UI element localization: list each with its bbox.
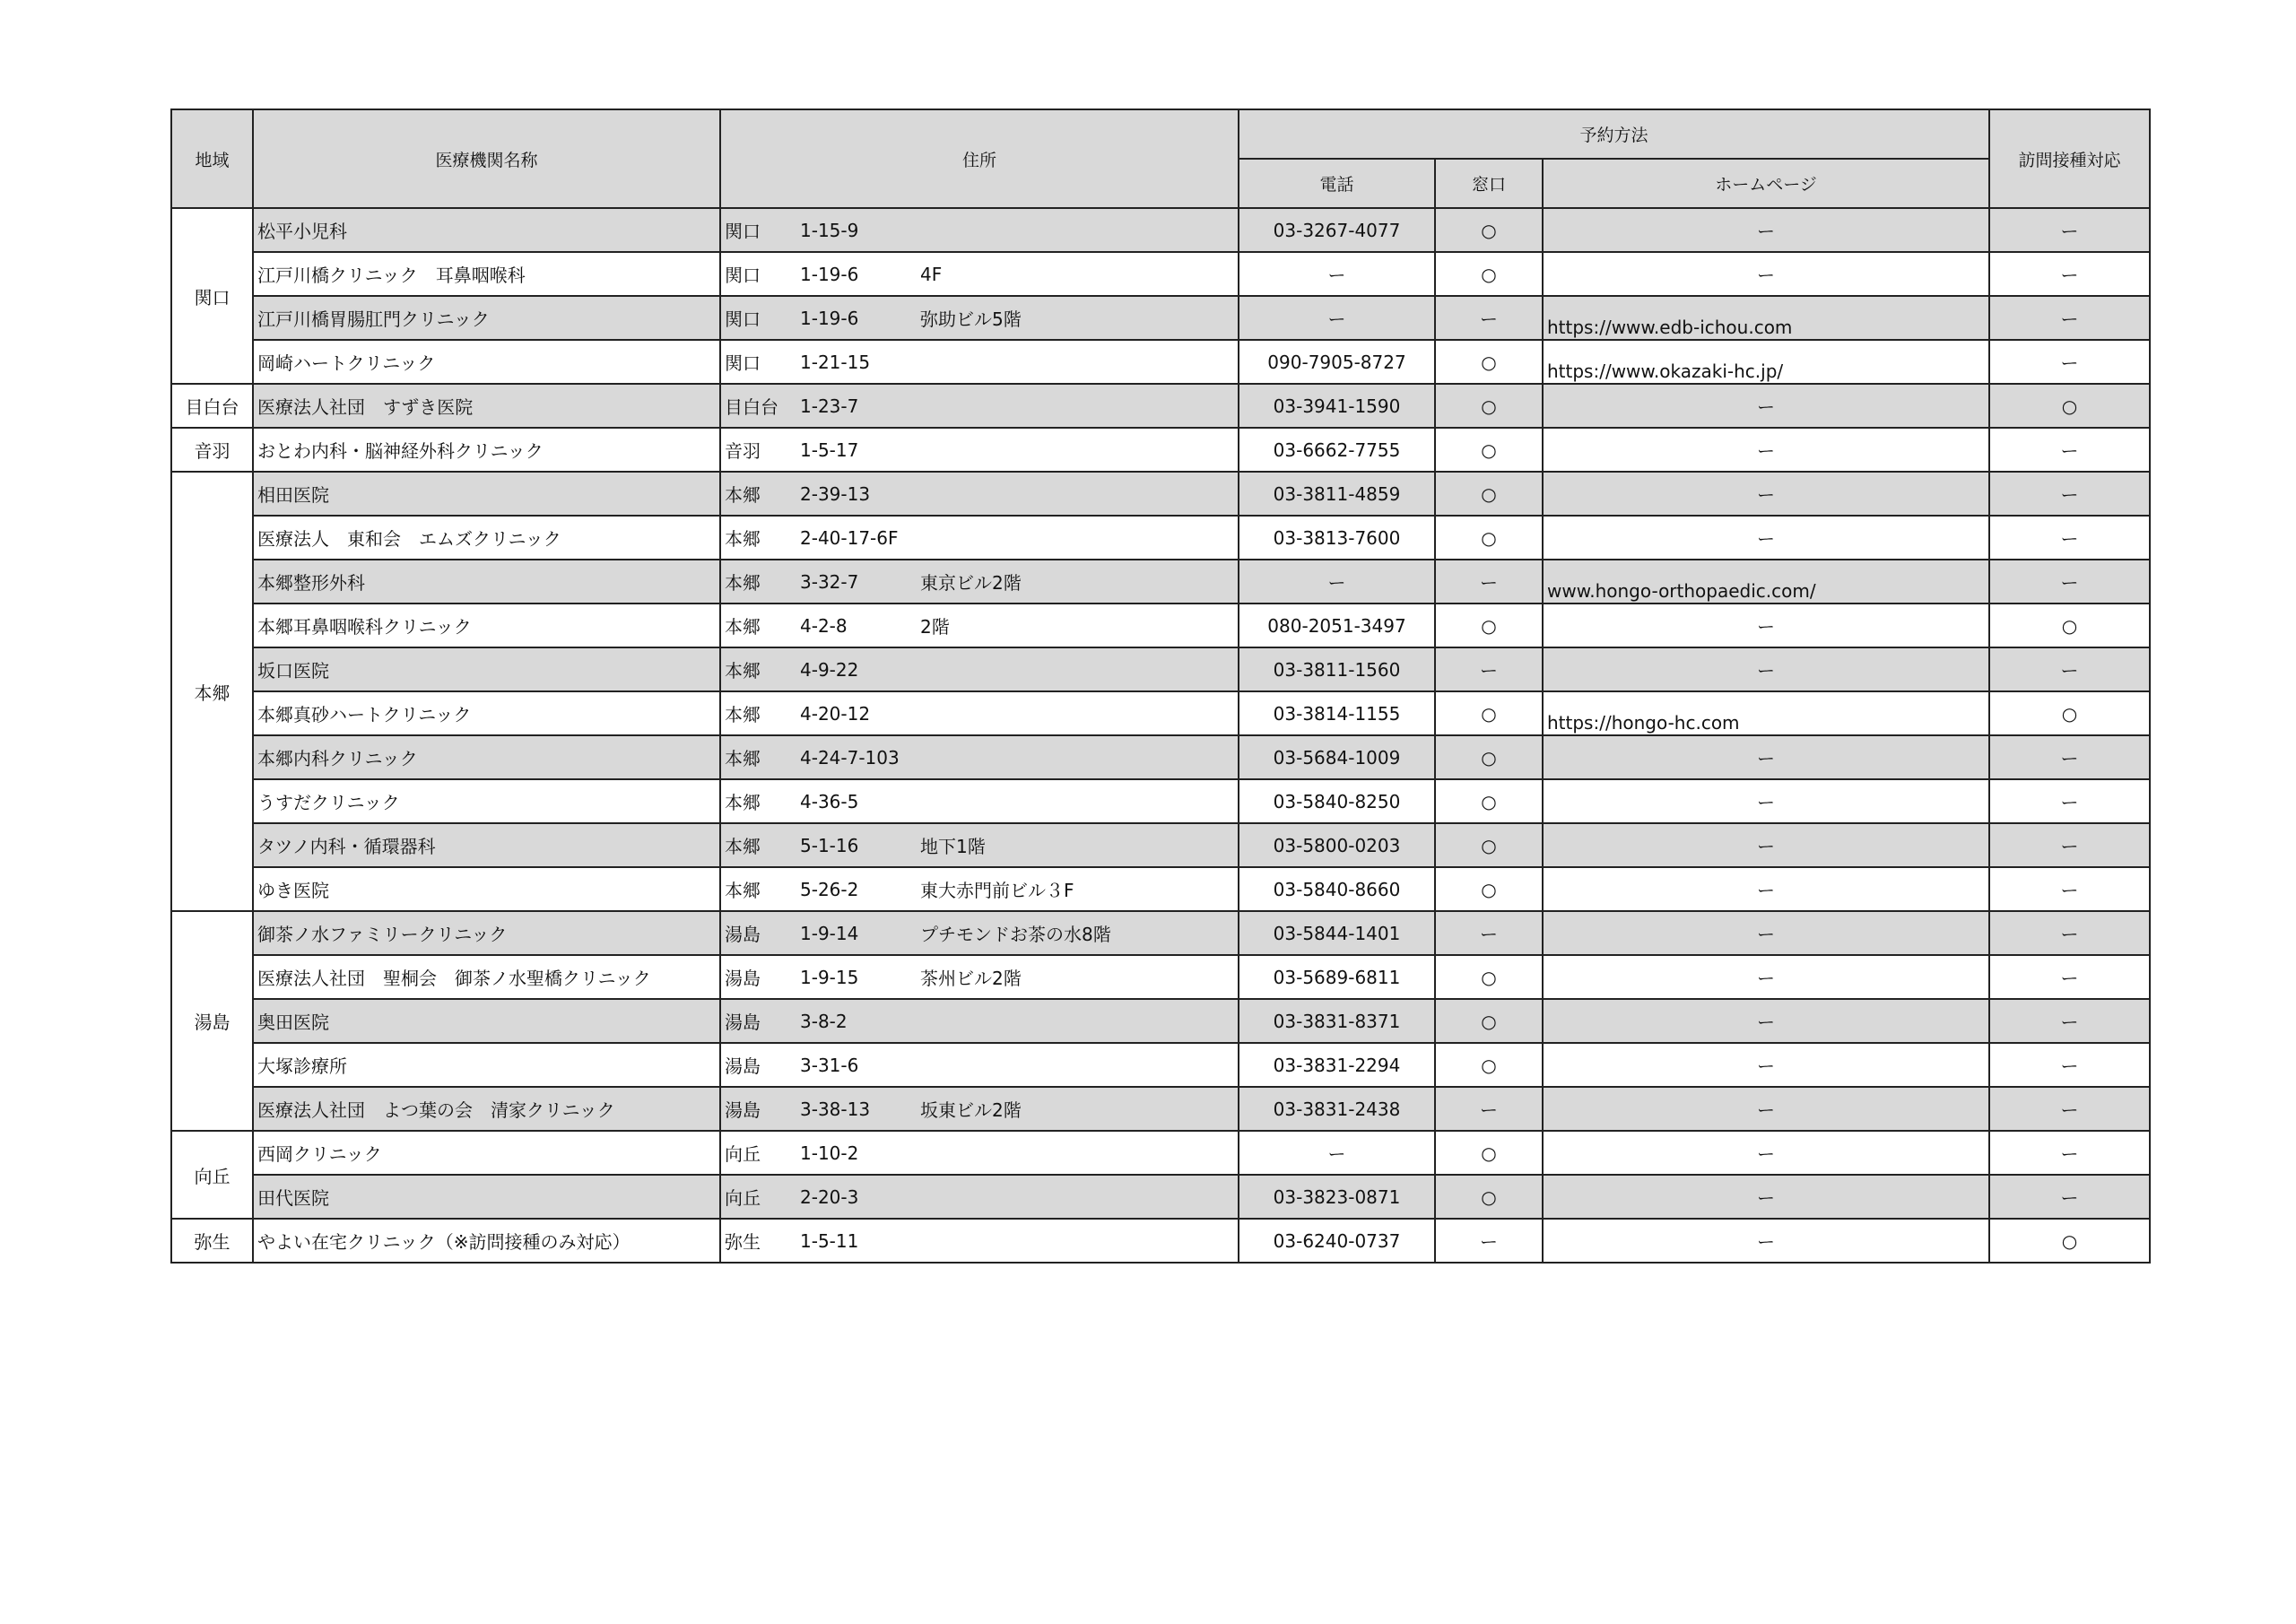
clinic-address	[720, 208, 1239, 252]
address-number: 1-10-2	[800, 1142, 859, 1164]
address-number: 4-9-22	[800, 658, 859, 681]
table-row	[171, 1043, 2150, 1087]
table-row	[171, 516, 2150, 560]
address-building: 4F	[920, 263, 943, 285]
address-area: 本郷	[725, 880, 761, 901]
counter-cell: ○	[1435, 823, 1543, 867]
address-number: 3-8-2	[800, 1010, 848, 1032]
address-area: 本郷	[725, 748, 761, 769]
homepage-cell: ー	[1543, 735, 1989, 779]
counter-cell: ○	[1435, 999, 1543, 1043]
clinic-name: 江戸川橋胃腸肛門クリニック	[253, 296, 720, 340]
homepage-cell: ー	[1543, 955, 1989, 999]
phone-cell: ー	[1239, 252, 1435, 296]
table-row	[171, 1131, 2150, 1175]
table-header	[171, 109, 2150, 208]
home-visit-cell: ー	[1989, 208, 2150, 252]
homepage-link[interactable]: https://www.okazaki-hc.jp/	[1543, 340, 1989, 384]
region-cell: 関口	[171, 208, 253, 384]
address-building: 坂東ビル2階	[920, 1099, 1022, 1121]
clinic-address	[720, 1131, 1239, 1175]
table-row	[171, 735, 2150, 779]
clinic-name: 西岡クリニック	[253, 1131, 720, 1175]
clinic-address	[720, 647, 1239, 691]
clinic-address	[720, 823, 1239, 867]
address-number: 1-21-15	[800, 351, 871, 373]
counter-cell: ○	[1435, 735, 1543, 779]
home-visit-cell: ー	[1989, 735, 2150, 779]
phone-cell: 03-5840-8660	[1239, 867, 1435, 911]
clinic-address	[720, 735, 1239, 779]
table-row	[171, 1219, 2150, 1263]
phone-cell: ー	[1239, 296, 1435, 340]
clinic-name: おとわ内科・脳神経外科クリニック	[253, 428, 720, 472]
address-area: 関口	[725, 352, 761, 374]
region-cell: 音羽	[171, 428, 253, 472]
phone-cell: 03-6240-0737	[1239, 1219, 1435, 1263]
table-row	[171, 867, 2150, 911]
header-phone: 電話	[1239, 159, 1435, 208]
clinic-name: やよい在宅クリニック（※訪問接種のみ対応）	[253, 1219, 720, 1263]
clinic-name: タツノ内科・循環器科	[253, 823, 720, 867]
clinic-name: 坂口医院	[253, 647, 720, 691]
header-address: 住所	[720, 109, 1239, 208]
homepage-cell: ー	[1543, 208, 1989, 252]
homepage-cell: ー	[1543, 1175, 1989, 1219]
clinic-address	[720, 779, 1239, 823]
home-visit-cell: ー	[1989, 340, 2150, 384]
phone-cell: 03-3831-2294	[1239, 1043, 1435, 1087]
home-visit-cell: ー	[1989, 516, 2150, 560]
table-row	[171, 911, 2150, 955]
counter-cell: ー	[1435, 1219, 1543, 1263]
table-row	[171, 472, 2150, 516]
address-area: 本郷	[725, 660, 761, 682]
homepage-link[interactable]: www.hongo-orthopaedic.com/	[1543, 560, 1989, 604]
table-row	[171, 384, 2150, 428]
address-number: 4-24-7-103	[800, 746, 900, 769]
table-body	[171, 208, 2150, 1263]
address-building: 茶州ビル2階	[920, 968, 1022, 989]
home-visit-cell: ー	[1989, 296, 2150, 340]
counter-cell: ○	[1435, 472, 1543, 516]
address-area: 湯島	[725, 924, 761, 945]
home-visit-cell: ー	[1989, 1087, 2150, 1131]
counter-cell: ○	[1435, 428, 1543, 472]
home-visit-cell: ○	[1989, 1219, 2150, 1263]
clinic-address	[720, 428, 1239, 472]
clinic-address	[720, 472, 1239, 516]
counter-cell: ○	[1435, 516, 1543, 560]
address-number: 1-19-6	[800, 263, 859, 285]
clinic-address	[720, 1175, 1239, 1219]
phone-cell: 03-3814-1155	[1239, 691, 1435, 735]
homepage-link[interactable]: https://hongo-hc.com	[1543, 691, 1989, 735]
address-number: 1-5-17	[800, 439, 859, 461]
clinic-table	[170, 109, 2151, 1264]
home-visit-cell: ○	[1989, 384, 2150, 428]
table-row	[171, 252, 2150, 296]
address-number: 1-23-7	[800, 395, 859, 417]
counter-cell: ○	[1435, 867, 1543, 911]
home-visit-cell: ー	[1989, 428, 2150, 472]
counter-cell: ○	[1435, 779, 1543, 823]
address-building: 2階	[920, 616, 950, 638]
address-number: 1-5-11	[800, 1229, 859, 1252]
homepage-cell: ー	[1543, 911, 1989, 955]
address-area: 本郷	[725, 528, 761, 550]
counter-cell: ○	[1435, 384, 1543, 428]
clinic-name: 医療法人社団 すずき医院	[253, 384, 720, 428]
clinic-address	[720, 252, 1239, 296]
region-cell: 目白台	[171, 384, 253, 428]
address-number: 2-20-3	[800, 1185, 859, 1208]
homepage-cell: ー	[1543, 1087, 1989, 1131]
home-visit-cell: ○	[1989, 604, 2150, 647]
region-cell: 本郷	[171, 472, 253, 911]
clinic-address	[720, 867, 1239, 911]
home-visit-cell: ー	[1989, 999, 2150, 1043]
table-row	[171, 560, 2150, 604]
clinic-name: 田代医院	[253, 1175, 720, 1219]
clinic-name: うすだクリニック	[253, 779, 720, 823]
address-area: 関口	[725, 265, 761, 286]
counter-cell: ○	[1435, 955, 1543, 999]
clinic-address	[720, 296, 1239, 340]
homepage-cell: ー	[1543, 779, 1989, 823]
home-visit-cell: ー	[1989, 560, 2150, 604]
clinic-name: 松平小児科	[253, 208, 720, 252]
address-number: 2-40-17-6F	[800, 526, 899, 549]
address-area: 本郷	[725, 704, 761, 725]
home-visit-cell: ー	[1989, 867, 2150, 911]
address-number: 1-15-9	[800, 219, 859, 241]
table-row	[171, 823, 2150, 867]
phone-cell: 03-5800-0203	[1239, 823, 1435, 867]
counter-cell: ○	[1435, 208, 1543, 252]
address-area: 湯島	[725, 1099, 761, 1121]
clinic-name: 本郷真砂ハートクリニック	[253, 691, 720, 735]
home-visit-cell: ー	[1989, 779, 2150, 823]
table-row	[171, 1175, 2150, 1219]
address-building: 東京ビル2階	[920, 572, 1022, 594]
clinic-address	[720, 1043, 1239, 1087]
address-area: 向丘	[725, 1143, 761, 1165]
phone-cell: 090-7905-8727	[1239, 340, 1435, 384]
home-visit-cell: ー	[1989, 911, 2150, 955]
address-number: 1-9-15	[800, 966, 859, 988]
table-row	[171, 340, 2150, 384]
table-row	[171, 999, 2150, 1043]
phone-cell: 080-2051-3497	[1239, 604, 1435, 647]
homepage-cell: ー	[1543, 867, 1989, 911]
phone-cell: 03-5689-6811	[1239, 955, 1435, 999]
home-visit-cell: ー	[1989, 1175, 2150, 1219]
homepage-cell: ー	[1543, 647, 1989, 691]
phone-cell: ー	[1239, 560, 1435, 604]
homepage-cell: ー	[1543, 1219, 1989, 1263]
address-area: 本郷	[725, 836, 761, 857]
counter-cell: ○	[1435, 1043, 1543, 1087]
region-cell: 弥生	[171, 1219, 253, 1263]
phone-cell: 03-3267-4077	[1239, 208, 1435, 252]
address-building: 弥助ビル5階	[920, 308, 1022, 330]
address-number: 2-39-13	[800, 482, 871, 505]
phone-cell: 03-3831-8371	[1239, 999, 1435, 1043]
counter-cell: ー	[1435, 560, 1543, 604]
home-visit-cell: ー	[1989, 955, 2150, 999]
table-row	[171, 296, 2150, 340]
phone-cell: 03-3823-0871	[1239, 1175, 1435, 1219]
header-home-visit: 訪問接種対応	[1989, 109, 2150, 208]
address-number: 4-20-12	[800, 702, 871, 725]
homepage-cell: ー	[1543, 1043, 1989, 1087]
counter-cell: ○	[1435, 340, 1543, 384]
homepage-cell: ー	[1543, 428, 1989, 472]
phone-cell: 03-3811-4859	[1239, 472, 1435, 516]
home-visit-cell: ー	[1989, 1043, 2150, 1087]
clinic-name: 本郷耳鼻咽喉科クリニック	[253, 604, 720, 647]
clinic-name: 江戸川橋クリニック 耳鼻咽喉科	[253, 252, 720, 296]
address-number: 5-26-2	[800, 878, 859, 900]
address-area: 目白台	[725, 396, 778, 418]
homepage-cell: ー	[1543, 472, 1989, 516]
homepage-cell: ー	[1543, 999, 1989, 1043]
address-area: 本郷	[725, 484, 761, 506]
clinic-address	[720, 516, 1239, 560]
home-visit-cell: ー	[1989, 472, 2150, 516]
home-visit-cell: ー	[1989, 823, 2150, 867]
phone-cell: 03-3831-2438	[1239, 1087, 1435, 1131]
header-counter: 窓口	[1435, 159, 1543, 208]
address-area: 本郷	[725, 792, 761, 813]
clinic-name: 奥田医院	[253, 999, 720, 1043]
clinic-name: 医療法人社団 よつ葉の会 清家クリニック	[253, 1087, 720, 1131]
clinic-name: 本郷内科クリニック	[253, 735, 720, 779]
clinic-address	[720, 340, 1239, 384]
address-building: 地下1階	[920, 836, 986, 857]
address-number: 3-31-6	[800, 1054, 859, 1076]
table-row	[171, 428, 2150, 472]
phone-cell: 03-6662-7755	[1239, 428, 1435, 472]
address-area: 向丘	[725, 1187, 761, 1209]
clinic-address	[720, 691, 1239, 735]
header-region: 地域	[171, 109, 253, 208]
address-number: 5-1-16	[800, 834, 859, 856]
clinic-name: 大塚診療所	[253, 1043, 720, 1087]
clinic-name: ゆき医院	[253, 867, 720, 911]
clinic-address	[720, 955, 1239, 999]
homepage-link[interactable]: https://www.edb-ichou.com	[1543, 296, 1989, 340]
address-area: 音羽	[725, 440, 761, 462]
phone-cell: 03-5844-1401	[1239, 911, 1435, 955]
phone-cell: 03-3941-1590	[1239, 384, 1435, 428]
phone-cell: ー	[1239, 1131, 1435, 1175]
counter-cell: ー	[1435, 1087, 1543, 1131]
address-building: 東大赤門前ビル３F	[920, 880, 1074, 901]
clinic-name: 相田医院	[253, 472, 720, 516]
address-area: 関口	[725, 221, 761, 242]
region-cell: 向丘	[171, 1131, 253, 1219]
address-area: 湯島	[725, 1012, 761, 1033]
table-row	[171, 955, 2150, 999]
counter-cell: ○	[1435, 691, 1543, 735]
clinic-name: 医療法人 東和会 エムズクリニック	[253, 516, 720, 560]
address-area: 湯島	[725, 968, 761, 989]
header-name: 医療機関名称	[253, 109, 720, 208]
phone-cell: 03-5684-1009	[1239, 735, 1435, 779]
address-area: 関口	[725, 308, 761, 330]
table-row	[171, 691, 2150, 735]
clinic-address	[720, 560, 1239, 604]
region-cell: 湯島	[171, 911, 253, 1131]
clinic-address	[720, 911, 1239, 955]
clinic-name: 医療法人社団 聖桐会 御茶ノ水聖橋クリニック	[253, 955, 720, 999]
counter-cell: ー	[1435, 647, 1543, 691]
address-area: 湯島	[725, 1055, 761, 1077]
homepage-cell: ー	[1543, 516, 1989, 560]
address-building: プチモンドお茶の水8階	[920, 924, 1111, 945]
homepage-cell: ー	[1543, 252, 1989, 296]
table-row	[171, 208, 2150, 252]
address-area: 本郷	[725, 616, 761, 638]
header-homepage: ホームページ	[1543, 159, 1989, 208]
address-number: 1-19-6	[800, 307, 859, 329]
clinic-name: 本郷整形外科	[253, 560, 720, 604]
counter-cell: ー	[1435, 296, 1543, 340]
table-row	[171, 647, 2150, 691]
home-visit-cell: ー	[1989, 647, 2150, 691]
clinic-name: 岡崎ハートクリニック	[253, 340, 720, 384]
clinic-name: 御茶ノ水ファミリークリニック	[253, 911, 720, 955]
table-row	[171, 1087, 2150, 1131]
address-number: 3-32-7	[800, 570, 859, 593]
address-area: 弥生	[725, 1231, 761, 1253]
address-area: 本郷	[725, 572, 761, 594]
header-reservation: 予約方法	[1239, 109, 1989, 159]
homepage-cell: ー	[1543, 823, 1989, 867]
clinic-address	[720, 604, 1239, 647]
address-number: 1-9-14	[800, 922, 859, 944]
counter-cell: ○	[1435, 604, 1543, 647]
homepage-cell: ー	[1543, 1131, 1989, 1175]
clinic-address	[720, 999, 1239, 1043]
counter-cell: ○	[1435, 252, 1543, 296]
table-row	[171, 779, 2150, 823]
table-row	[171, 604, 2150, 647]
home-visit-cell: ー	[1989, 252, 2150, 296]
counter-cell: ○	[1435, 1175, 1543, 1219]
address-number: 4-2-8	[800, 614, 848, 637]
home-visit-cell: ○	[1989, 691, 2150, 735]
phone-cell: 03-3813-7600	[1239, 516, 1435, 560]
address-number: 4-36-5	[800, 790, 859, 812]
homepage-cell: ー	[1543, 384, 1989, 428]
phone-cell: 03-5840-8250	[1239, 779, 1435, 823]
counter-cell: ○	[1435, 1131, 1543, 1175]
address-number: 3-38-13	[800, 1098, 871, 1120]
home-visit-cell: ー	[1989, 1131, 2150, 1175]
homepage-cell: ー	[1543, 604, 1989, 647]
clinic-address	[720, 1219, 1239, 1263]
clinic-address	[720, 384, 1239, 428]
phone-cell: 03-3811-1560	[1239, 647, 1435, 691]
counter-cell: ー	[1435, 911, 1543, 955]
clinic-address	[720, 1087, 1239, 1131]
